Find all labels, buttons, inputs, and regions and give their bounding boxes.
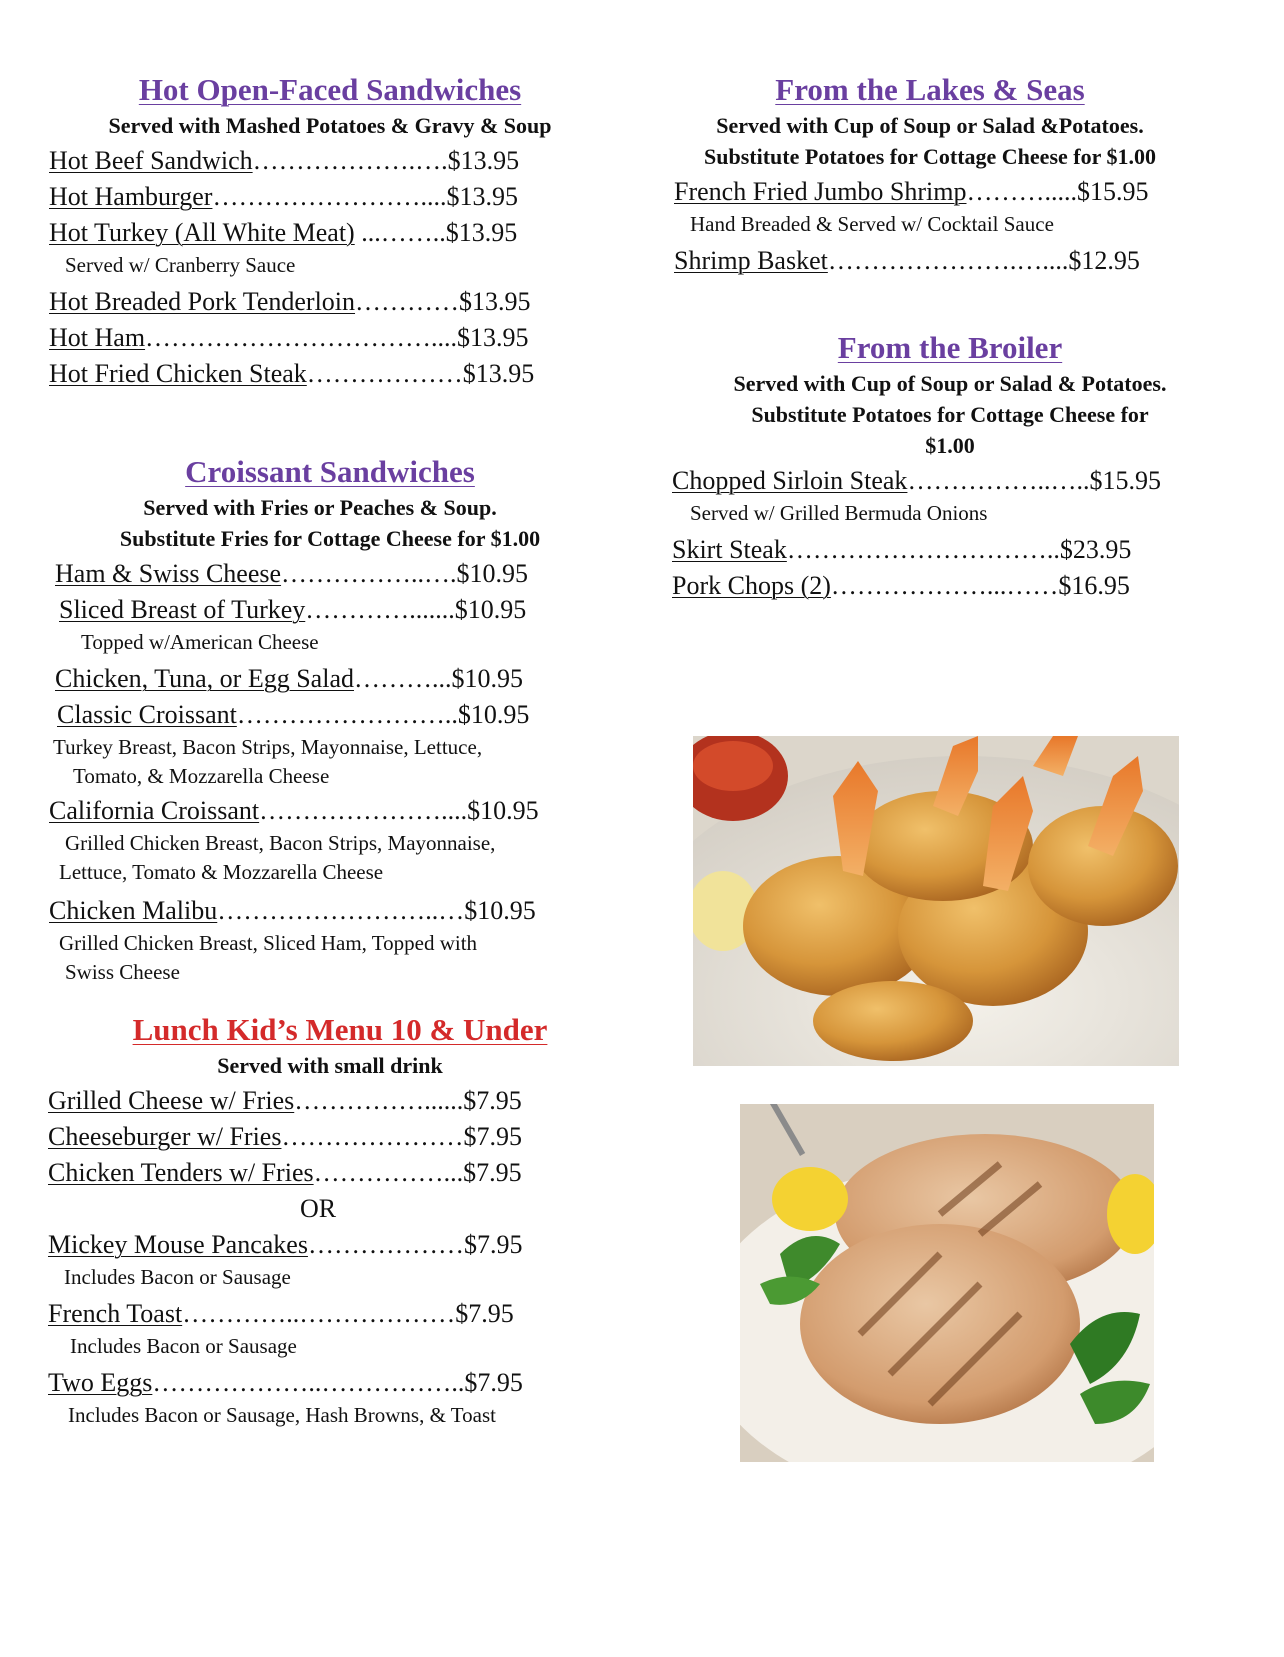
- item-description: Served w/ Grilled Bermuda Onions: [690, 501, 988, 525]
- section-subtitle: Substitute Fries for Cottage Cheese for $1.00: [119, 526, 541, 551]
- menu-item: Pork Chops (2)………………...……$16.95: [672, 571, 1130, 600]
- menu-item: Chicken, Tuna, or Egg Salad………...$10.95: [55, 664, 523, 693]
- section-hot-open-faced: [40, 72, 640, 392]
- section-subtitle: Substitute Potatoes for Cottage Cheese for: [751, 402, 1149, 427]
- item-description: Includes Bacon or Sausage, Hash Browns, & Toast: [68, 1403, 496, 1427]
- menu-item: Skirt Steak…………………………..$23.95: [672, 535, 1132, 564]
- menu-item: Hot Turkey (All White Meat) ...……..$13.95: [49, 218, 518, 247]
- section-subtitle: Served with Fries or Peaches & Soup.: [143, 495, 497, 520]
- section-subtitle: Served with small drink: [217, 1053, 443, 1078]
- menu-item: Hot Hamburger……………………....$13.95: [49, 182, 518, 211]
- menu-item: Grilled Cheese w/ Fries……………......$7.95: [48, 1086, 522, 1115]
- item-description: Tomato, & Mozzarella Cheese: [73, 764, 330, 788]
- section-subtitle: Served with Cup of Soup or Salad & Potatoes.: [733, 371, 1167, 396]
- menu-item: Hot Beef Sandwich……………….….$13.95: [49, 146, 520, 175]
- menu-item: Hot Fried Chicken Steak………………$13.95: [49, 359, 535, 388]
- item-description: Swiss Cheese: [65, 960, 180, 984]
- section-subtitle: Served with Mashed Potatoes & Gravy & Soup: [108, 113, 552, 138]
- section-title: From the Lakes & Seas: [775, 72, 1085, 107]
- fried-shrimp-photo: [693, 736, 1179, 1066]
- section-title: From the Broiler: [837, 330, 1063, 365]
- section-lakes-seas: [660, 72, 1260, 279]
- pork-chops-photo: [740, 1104, 1154, 1462]
- menu-item: Chicken Malibu……………………..…$10.95: [49, 896, 536, 925]
- or-divider: OR: [299, 1194, 337, 1223]
- item-description: Topped w/American Cheese: [81, 630, 319, 654]
- menu-item: Shrimp Basket………………….…....$12.95: [674, 246, 1140, 275]
- section-subtitle: Substitute Potatoes for Cottage Cheese for $1.00: [704, 144, 1156, 169]
- section-subtitle: Served with Cup of Soup or Salad &Potatoes.: [716, 113, 1144, 138]
- menu-item: French Fried Jumbo Shrimp……….....$15.95: [674, 177, 1149, 206]
- menu-item: Two Eggs………………..……………..$7.95: [48, 1368, 523, 1397]
- item-description: Hand Breaded & Served w/ Cocktail Sauce: [690, 212, 1054, 236]
- menu-item: Chopped Sirloin Steak……………..…..$15.95: [672, 466, 1161, 495]
- item-description: Lettuce, Tomato & Mozzarella Cheese: [59, 860, 384, 884]
- section-title: Hot Open-Faced Sandwiches: [138, 72, 522, 107]
- item-description: Includes Bacon or Sausage: [70, 1334, 297, 1358]
- section-kids-menu: [40, 1012, 640, 1430]
- menu-item: California Croissant…………………....$10.95: [49, 796, 539, 825]
- menu-item: Classic Croissant……………………..$10.95: [57, 700, 530, 729]
- menu-item: Hot Ham……………………………....$13.95: [49, 323, 529, 352]
- section-title: Croissant Sandwiches: [185, 454, 475, 489]
- menu-item: Chicken Tenders w/ Fries……………...$7.95: [48, 1158, 522, 1187]
- menu-item: Hot Breaded Pork Tenderloin…………$13.95: [49, 287, 531, 316]
- menu-item: Cheeseburger w/ Fries…………………$7.95: [48, 1122, 522, 1151]
- menu-item: Sliced Breast of Turkey………….......$10.95: [59, 595, 527, 624]
- menu-item: Ham & Swiss Cheese……………..….$10.95: [55, 559, 529, 588]
- section-title: Lunch Kid’s Menu 10 & Under: [132, 1012, 548, 1047]
- item-description: Turkey Breast, Bacon Strips, Mayonnaise, Lettuce,: [53, 735, 483, 759]
- menu-item: Mickey Mouse Pancakes………………$7.95: [48, 1230, 523, 1259]
- item-description: Grilled Chicken Breast, Sliced Ham, Topped with: [59, 931, 478, 955]
- item-description: Grilled Chicken Breast, Bacon Strips, Mayonnaise,: [65, 831, 496, 855]
- section-subtitle: $1.00: [925, 433, 975, 458]
- item-description: Served w/ Cranberry Sauce: [65, 253, 296, 277]
- item-description: Includes Bacon or Sausage: [64, 1265, 291, 1289]
- section-croissant-sandwiches: [40, 454, 640, 987]
- section-from-broiler: [660, 330, 1260, 604]
- menu-item: French Toast…………..………………$7.95: [48, 1299, 514, 1328]
